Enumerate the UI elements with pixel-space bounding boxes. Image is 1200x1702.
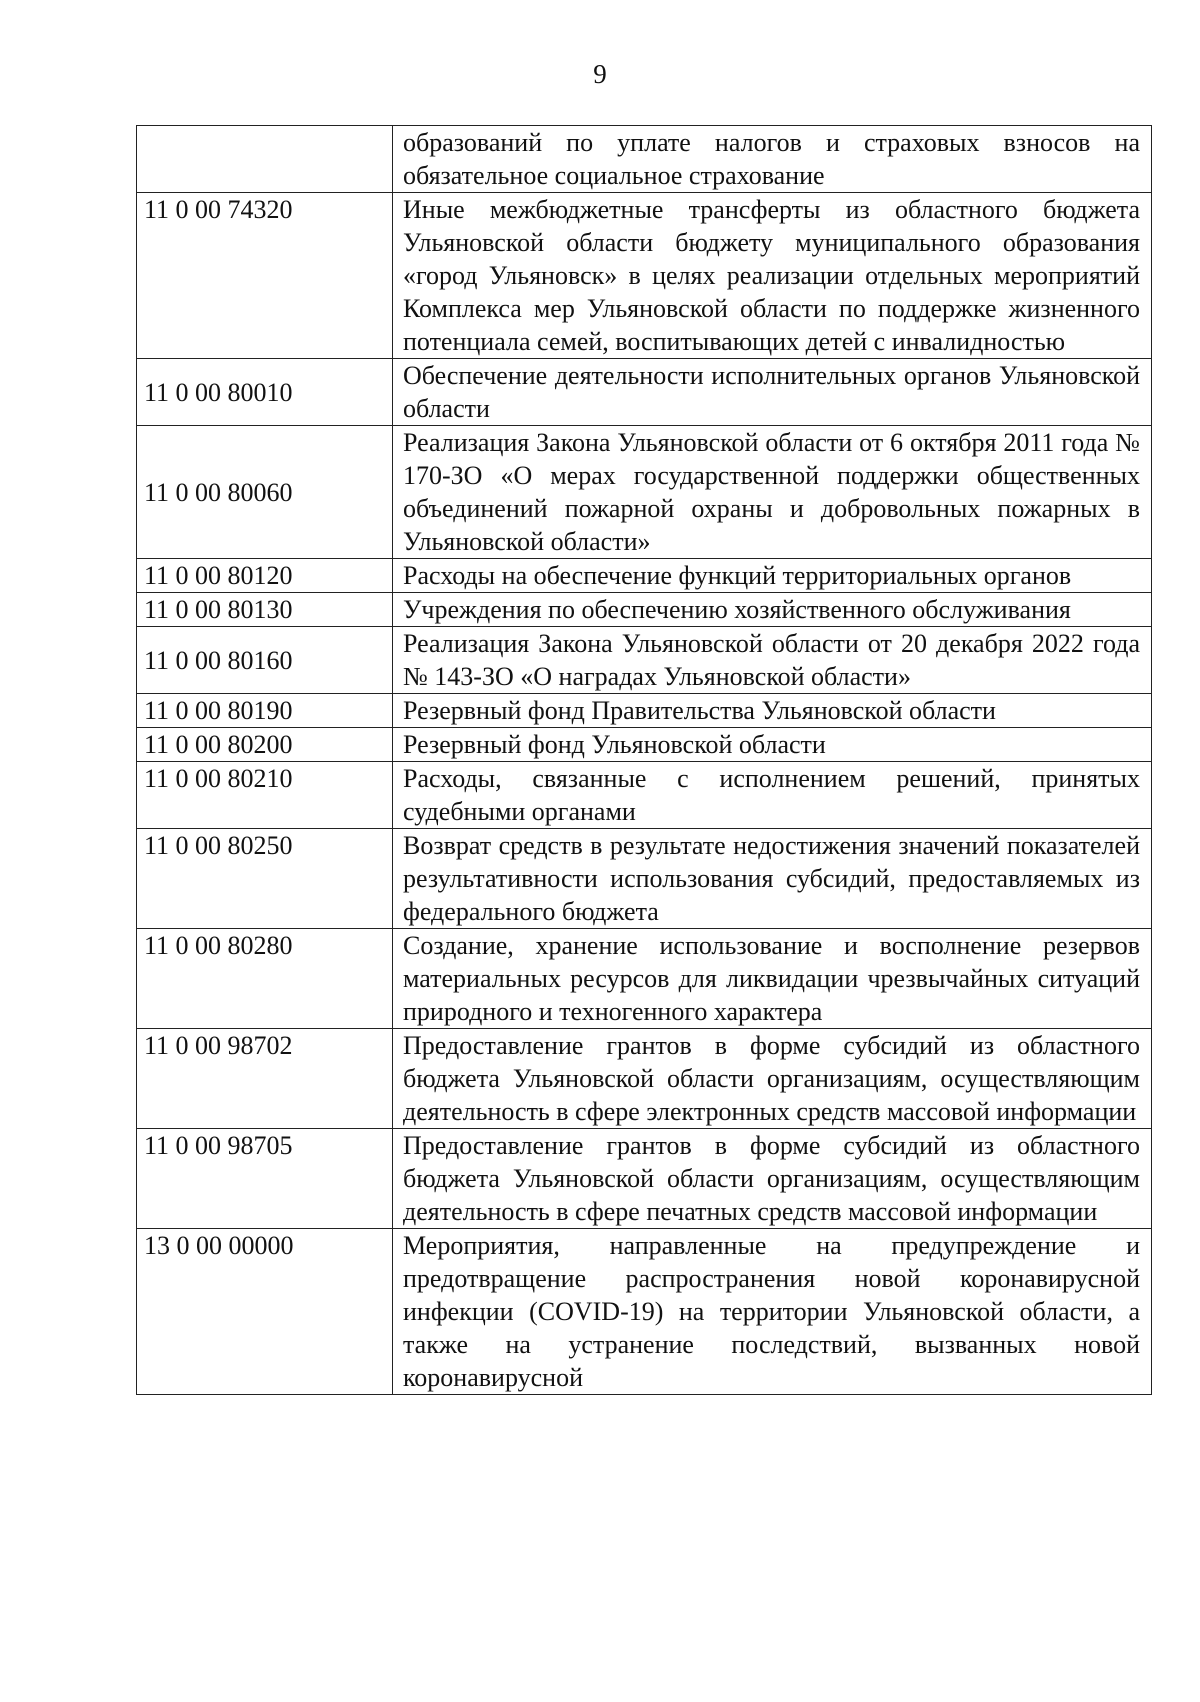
row-code: 11 0 00 80200	[137, 728, 393, 762]
table-body	[137, 126, 1152, 1395]
codes-table	[136, 125, 1152, 1395]
table-row	[137, 1129, 1152, 1229]
row-code: 11 0 00 80280	[137, 929, 393, 1029]
row-description: Предоставление грантов в форме субсидий из областного бюджета Ульяновской области организациям, осуществляющим деятельность в сфере печатных средств массовой информации	[393, 1129, 1152, 1229]
table-row	[137, 359, 1152, 426]
row-code: 11 0 00 80250	[137, 829, 393, 929]
row-code: 11 0 00 80190	[137, 694, 393, 728]
row-description: Реализация Закона Ульяновской области от 20 декабря 2022 года № 143-ЗО «О наградах Ульяновской области»	[393, 627, 1152, 694]
row-description: Учреждения по обеспечению хозяйственного обслуживания	[393, 593, 1152, 627]
row-code: 11 0 00 80210	[137, 762, 393, 829]
row-code: 11 0 00 80120	[137, 559, 393, 593]
table-row	[137, 762, 1152, 829]
row-description: Мероприятия, направленные на предупреждение и предотвращение распространения новой коронавирусной инфекции (COVID-19) на территории Ульяновской области, а также на устранение последствий, вызванных новой коронавирусной	[393, 1229, 1152, 1395]
row-description: образований по уплате налогов и страховых взносов на обязательное социальное страхование	[393, 126, 1152, 193]
row-description: Предоставление грантов в форме субсидий из областного бюджета Ульяновской области организациям, осуществляющим деятельность в сфере электронных средств массовой информации	[393, 1029, 1152, 1129]
row-code: 11 0 00 80160	[137, 627, 393, 694]
row-description: Резервный фонд Ульяновской области	[393, 728, 1152, 762]
page-number: 9	[593, 59, 607, 89]
row-description: Резервный фонд Правительства Ульяновской области	[393, 694, 1152, 728]
row-description: Реализация Закона Ульяновской области от 6 октября 2011 года № 170-ЗО «О мерах государственной поддержки общественных объединений пожарной охраны и добровольных пожарных в Ульяновской области»	[393, 426, 1152, 559]
row-code	[137, 126, 393, 193]
row-code: 13 0 00 00000	[137, 1229, 393, 1395]
table-row	[137, 829, 1152, 929]
row-code: 11 0 00 80060	[137, 426, 393, 559]
table-row	[137, 728, 1152, 762]
table-row	[137, 559, 1152, 593]
row-description: Возврат средств в результате недостижения значений показателей результативности использования субсидий, предоставляемых из федерального бюджета	[393, 829, 1152, 929]
row-description: Расходы, связанные с исполнением решений, принятых судебными органами	[393, 762, 1152, 829]
row-code: 11 0 00 98705	[137, 1129, 393, 1229]
table-row	[137, 627, 1152, 694]
row-description: Расходы на обеспечение функций территориальных органов	[393, 559, 1152, 593]
row-description: Иные межбюджетные трансферты из областного бюджета Ульяновской области бюджету муниципального образования «город Ульяновск» в целях реализации отдельных мероприятий Комплекса мер Ульяновской области по поддержке жизненного потенциала семей, воспитывающих детей с инвалидностью	[393, 193, 1152, 359]
table-row	[137, 929, 1152, 1029]
table-row	[137, 1029, 1152, 1129]
row-description: Обеспечение деятельности исполнительных органов Ульяновской области	[393, 359, 1152, 426]
budget-classification-table	[136, 125, 1151, 1395]
row-description: Создание, хранение использование и восполнение резервов материальных ресурсов для ликвидации чрезвычайных ситуаций природного и техногенного характера	[393, 929, 1152, 1029]
table-row	[137, 426, 1152, 559]
row-code: 11 0 00 80130	[137, 593, 393, 627]
table-row	[137, 593, 1152, 627]
row-code: 11 0 00 98702	[137, 1029, 393, 1129]
table-row	[137, 1229, 1152, 1395]
table-row	[137, 694, 1152, 728]
row-code: 11 0 00 80010	[137, 359, 393, 426]
table-row	[137, 193, 1152, 359]
row-code: 11 0 00 74320	[137, 193, 393, 359]
table-row	[137, 126, 1152, 193]
